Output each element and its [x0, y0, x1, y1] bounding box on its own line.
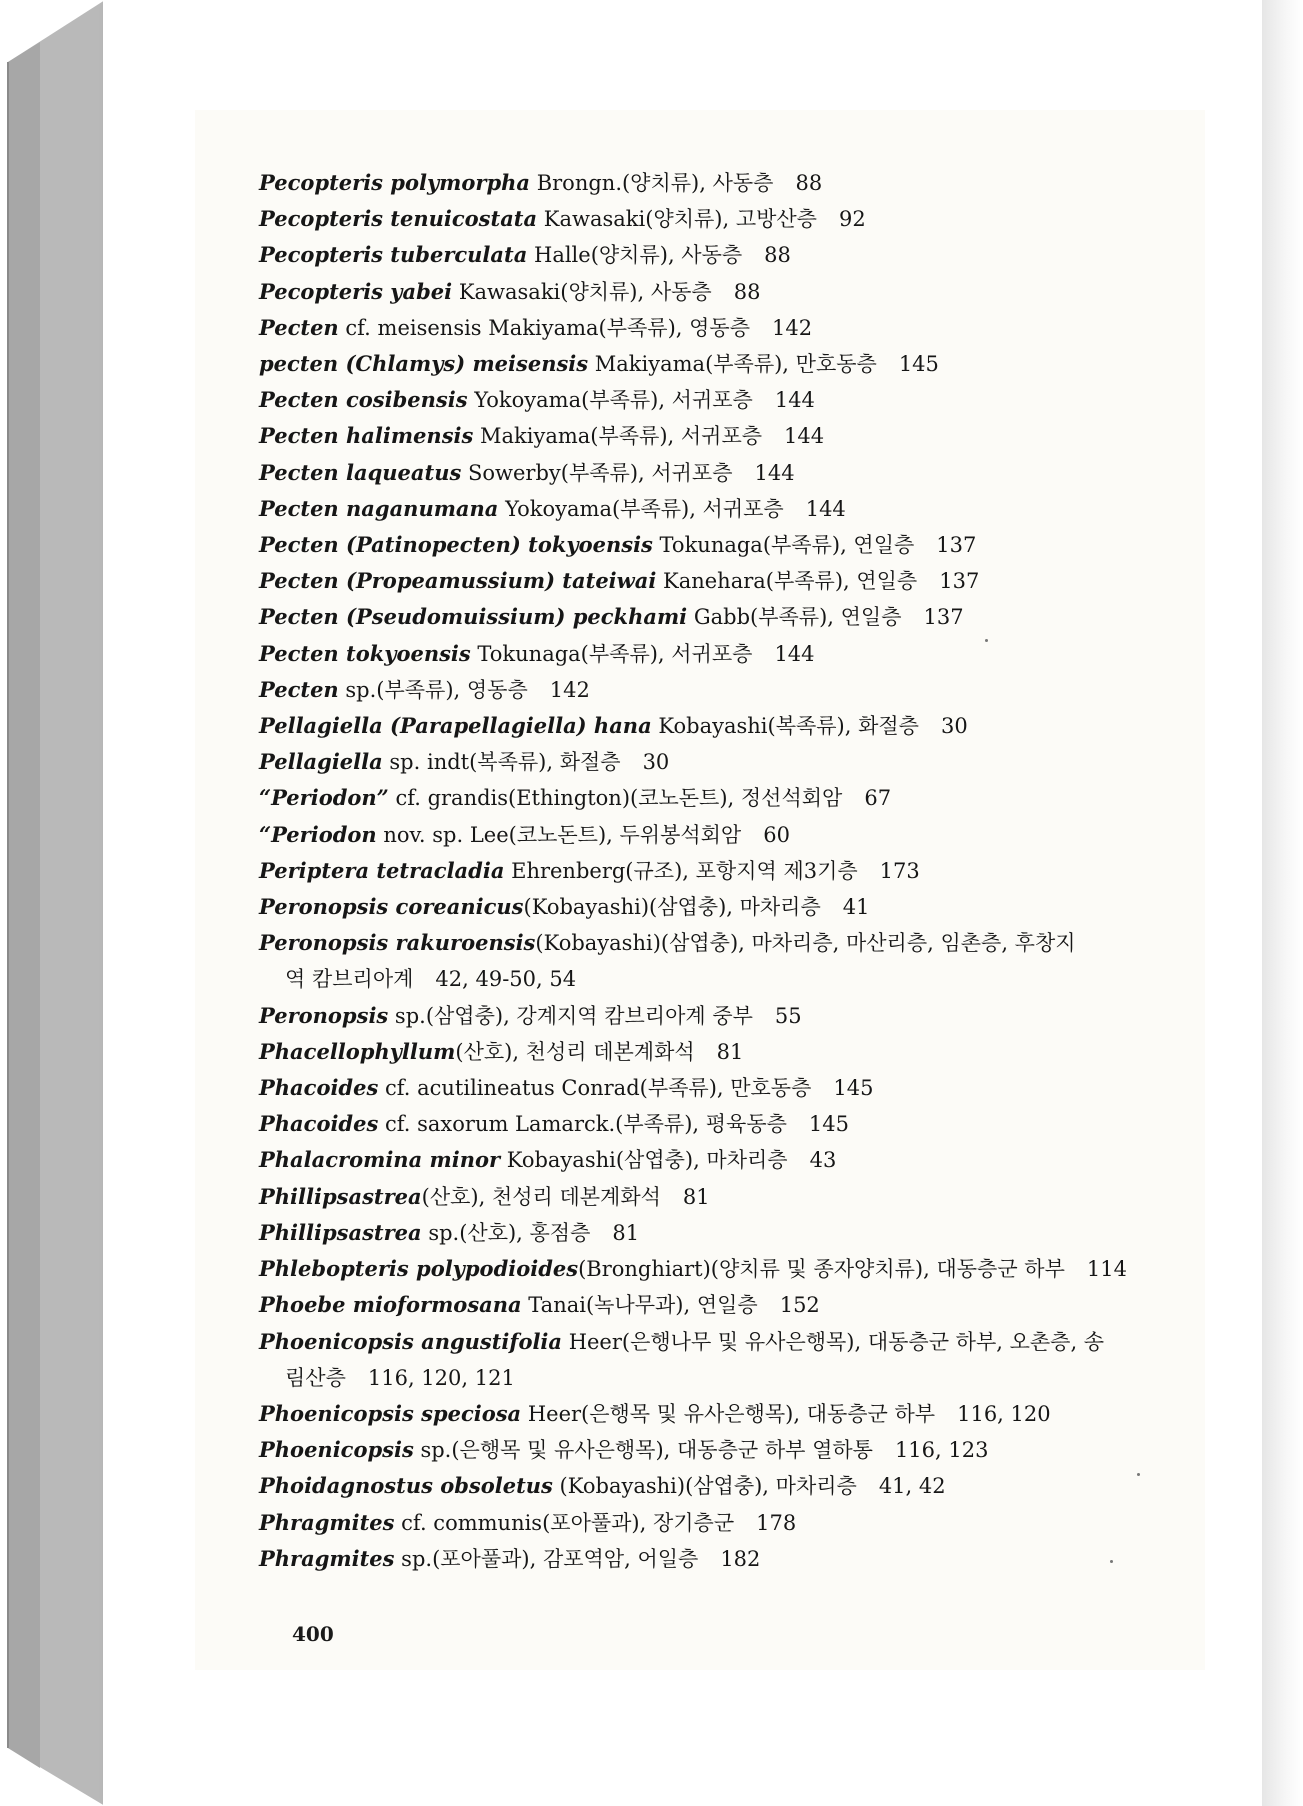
taxon-name: Phoenicopsis speciosa: [259, 1400, 522, 1426]
taxon-name: Phoenicopsis: [259, 1437, 414, 1463]
index-entry: [259, 636, 1159, 672]
page-reference: 182: [720, 1546, 761, 1571]
taxon-name: Pecopteris tuberculata: [259, 242, 528, 268]
page-edge-shadow: [1262, 0, 1303, 1806]
taxon-name: Phillipsastrea: [259, 1183, 422, 1209]
taxon-name: Pellagiella: [259, 749, 383, 775]
entry-description: cf. saxorum Lamarck.(부족류), 평육동층: [378, 1112, 787, 1137]
page-reference: 116, 123: [894, 1438, 989, 1463]
entry-description: Yokoyama(부족류), 서귀포층: [498, 496, 784, 521]
entry-description: Yokoyama(부족류), 서귀포층: [467, 388, 753, 413]
entry-description: cf. grandis(Ethington)(코노돈트), 정선석회암: [388, 786, 843, 811]
page-reference: 88: [795, 171, 823, 195]
index-entry: [259, 1215, 1159, 1251]
index-entry: [259, 1179, 1159, 1215]
page-reference: 152: [779, 1293, 820, 1318]
scan-speck: [1110, 1560, 1113, 1563]
page-reference: 92: [838, 207, 866, 232]
page-reference: 144: [774, 641, 815, 666]
entry-description: sp.(은행목 및 유사은행목), 대동층군 하부 열하통: [413, 1438, 873, 1463]
book-spine: [0, 0, 110, 1806]
taxon-name: Phragmites: [259, 1509, 395, 1535]
index-entry: [259, 1541, 1159, 1577]
taxon-name: Pecopteris tenuicostata: [259, 206, 538, 232]
entry-description: Makiyama(부족류), 만호동층: [588, 352, 877, 377]
index-entry: [259, 1505, 1159, 1541]
entry-description: Kobayashi(삼엽충), 마차리층: [500, 1148, 788, 1173]
entry-description: sp. indt(복족류), 화절층: [382, 750, 621, 775]
index-entry: [259, 418, 1159, 454]
taxon-name: Phalacromina minor: [259, 1147, 501, 1173]
taxon-name: Phacoides: [259, 1111, 379, 1137]
entry-description: Kobayashi(복족류), 화절층: [651, 714, 919, 739]
taxon-name: Phoidagnostus obsoletus: [259, 1473, 553, 1499]
taxon-name: pecten (Chlamys) meisensis: [259, 351, 589, 377]
taxon-name: Pecten halimensis: [259, 423, 474, 449]
entry-description: Tanai(녹나무과), 연일층: [521, 1293, 758, 1318]
entry-description: nov. sp. Lee(코노돈트), 두위봉석회암: [376, 822, 742, 847]
taxon-name: Peronopsis coreanicus: [259, 894, 524, 920]
index-entry: [259, 274, 1159, 310]
page-reference: 144: [754, 460, 795, 485]
page-reference: 81: [682, 1184, 710, 1209]
page-number: 400: [292, 1622, 334, 1646]
taxon-name: Peronopsis: [259, 1002, 389, 1028]
taxon-name: Periptera tetracladia: [259, 857, 505, 883]
entry-description: (산호), 천성리 데본계화석: [455, 1039, 695, 1064]
page-reference: 116, 120: [957, 1401, 1051, 1426]
entry-description: Tokunaga(부족류), 연일층: [652, 533, 915, 558]
entry-description: (산호), 천성리 데본계화석: [421, 1184, 661, 1209]
taxon-name: Pecten tokyoensis: [259, 640, 471, 666]
index-entry: [259, 889, 1159, 925]
page-reference: 43: [809, 1148, 837, 1173]
page-reference: 55: [774, 1003, 802, 1028]
taxon-name: Pellagiella (Parapellagiella) hana: [259, 713, 652, 739]
page-reference: 116, 120, 121: [367, 1365, 515, 1390]
entry-description: sp.(포아풀과), 감포역암, 어일층: [394, 1546, 699, 1571]
entry-description: Ehrenberg(규조), 포항지역 제3기층: [504, 858, 858, 883]
index-entry: [259, 1070, 1159, 1106]
page-reference: 60: [763, 822, 790, 847]
page-reference: 142: [772, 315, 813, 340]
index-entry: [259, 672, 1159, 708]
taxon-name: Phragmites: [259, 1545, 395, 1571]
index-entry: [259, 925, 1159, 997]
entry-description: Tokunaga(부족류), 서귀포층: [470, 641, 753, 666]
entry-description: Sowerby(부족류), 서귀포층: [461, 460, 733, 485]
taxon-name: Phacoides: [259, 1075, 379, 1101]
index-entry: [259, 237, 1159, 273]
taxon-name: Pecten: [259, 676, 339, 702]
index-entry: [259, 998, 1159, 1034]
index-entry-list: [259, 165, 1159, 1577]
page-reference: 137: [923, 605, 964, 630]
page-reference: 142: [549, 677, 590, 702]
page-reference: 137: [939, 569, 980, 594]
entry-description: Kawasaki(양치류), 사동층: [452, 279, 712, 304]
scan-speck: [985, 639, 988, 642]
index-entry: [259, 1468, 1159, 1504]
entry-description: Gabb(부족류), 연일층: [687, 605, 902, 630]
entry-description: sp.(산호), 홍점층: [421, 1220, 591, 1245]
index-entry: [259, 310, 1159, 346]
taxon-name: Pecten (Pseudomuissium) peckhami: [259, 604, 688, 630]
entry-description: cf. meisensis Makiyama(부족류), 영동층: [338, 315, 750, 340]
page-reference: 81: [612, 1220, 640, 1245]
entry-description: Kanehara(부족류), 연일층: [656, 569, 918, 594]
entry-continuation: 역 캄브리아계: [285, 967, 414, 992]
index-entry: [259, 1251, 1159, 1287]
index-entry: [259, 201, 1159, 237]
index-entry: [259, 1142, 1159, 1178]
index-entry: [259, 382, 1159, 418]
taxon-name: Pecten (Propeamussium) tateiwai: [259, 568, 657, 594]
taxon-name: Pecten: [259, 314, 339, 340]
entry-description: Kawasaki(양치류), 고방산층: [537, 207, 817, 232]
page-reference: 178: [756, 1510, 797, 1535]
index-entry: [259, 527, 1159, 563]
taxon-name: Phoebe mioformosana: [259, 1292, 522, 1318]
index-entry: [259, 1396, 1159, 1432]
page-reference: 114: [1086, 1257, 1127, 1282]
taxon-name: Phacellophyllum: [259, 1038, 456, 1064]
entry-description: Heer(은행나무 및 유사은행목), 대동층군 하부, 오촌층, 송: [562, 1329, 1105, 1354]
page-reference: 144: [805, 496, 846, 521]
index-entry: [259, 744, 1159, 780]
index-entry: [259, 1287, 1159, 1323]
entry-description: (Kobayashi)(삼엽충), 마차리층: [523, 895, 821, 920]
index-entry: [259, 563, 1159, 599]
page-reference: 30: [642, 750, 670, 775]
taxon-name: “Periodon: [259, 821, 377, 847]
entry-description: (Kobayashi)(삼엽충), 마차리층, 마산리층, 임촌층, 후창지: [535, 931, 1076, 956]
page-reference: 41: [842, 895, 870, 920]
entry-description: sp.(부족류), 영동층: [338, 677, 528, 702]
taxon-name: Pecten cosibensis: [259, 387, 468, 413]
index-entry: [259, 1034, 1159, 1070]
index-entry: [259, 165, 1159, 201]
entry-description: cf. communis(포아풀과), 장기층군: [394, 1510, 735, 1535]
entry-description: Makiyama(부족류), 서귀포층: [473, 424, 763, 449]
taxon-name: Pecopteris polymorpha: [259, 170, 531, 195]
entry-description: Halle(양치류), 사동층: [527, 243, 743, 268]
page-reference: 137: [936, 533, 977, 558]
index-entry: [259, 455, 1159, 491]
page-reference: 41, 42: [878, 1474, 946, 1499]
page-reference: 144: [774, 388, 815, 413]
scan-speck: [1137, 1473, 1140, 1476]
page-reference: 88: [764, 243, 791, 268]
page-reference: 81: [716, 1039, 744, 1064]
index-entry: [259, 346, 1159, 382]
page-reference: 145: [808, 1112, 849, 1137]
taxon-name: “Periodon”: [259, 785, 389, 811]
entry-description: cf. acutilineatus Conrad(부족류), 만호동층: [378, 1076, 812, 1101]
index-entry: [259, 1106, 1159, 1142]
page-reference: 30: [940, 714, 968, 739]
index-entry: [259, 491, 1159, 527]
page-reference: 88: [733, 279, 761, 304]
entry-description: Heer(은행목 및 유사은행목), 대동층군 하부: [521, 1401, 936, 1426]
page-reference: 145: [898, 352, 939, 377]
index-entry: [259, 817, 1159, 853]
page-reference: 173: [879, 858, 920, 883]
page-reference: 67: [864, 786, 892, 811]
entry-description: sp.(삼엽충), 강계지역 캄브리아계 중부: [388, 1003, 753, 1028]
index-entry: [259, 708, 1159, 744]
taxon-name: Pecopteris yabei: [259, 278, 453, 304]
taxon-name: Pecten laqueatus: [259, 459, 462, 485]
index-entry: [259, 780, 1159, 816]
taxon-name: Phillipsastrea: [259, 1219, 422, 1245]
index-entry: [259, 1432, 1159, 1468]
entry-continuation: 림산층: [285, 1365, 346, 1390]
entry-description: (Bronghiart)(양치류 및 종자양치류), 대동층군 하부: [578, 1257, 1065, 1282]
taxon-name: Phoenicopsis angustifolia: [259, 1328, 563, 1354]
entry-description: Brongn.(양치류), 사동층: [530, 171, 774, 195]
page-reference: 145: [833, 1076, 874, 1101]
page-reference: 42, 49-50, 54: [435, 967, 577, 992]
index-entry: [259, 1324, 1159, 1396]
index-entry: [259, 853, 1159, 889]
taxon-name: Pecten naganumana: [259, 495, 499, 521]
taxon-name: Pecten (Patinopecten) tokyoensis: [259, 532, 653, 558]
index-entry: [259, 599, 1159, 635]
taxon-name: Phlebopteris polypodioides: [259, 1256, 579, 1282]
page-reference: 144: [784, 424, 825, 449]
entry-description: (Kobayashi)(삼엽충), 마차리층: [552, 1474, 857, 1499]
taxon-name: Peronopsis rakuroensis: [259, 930, 536, 956]
